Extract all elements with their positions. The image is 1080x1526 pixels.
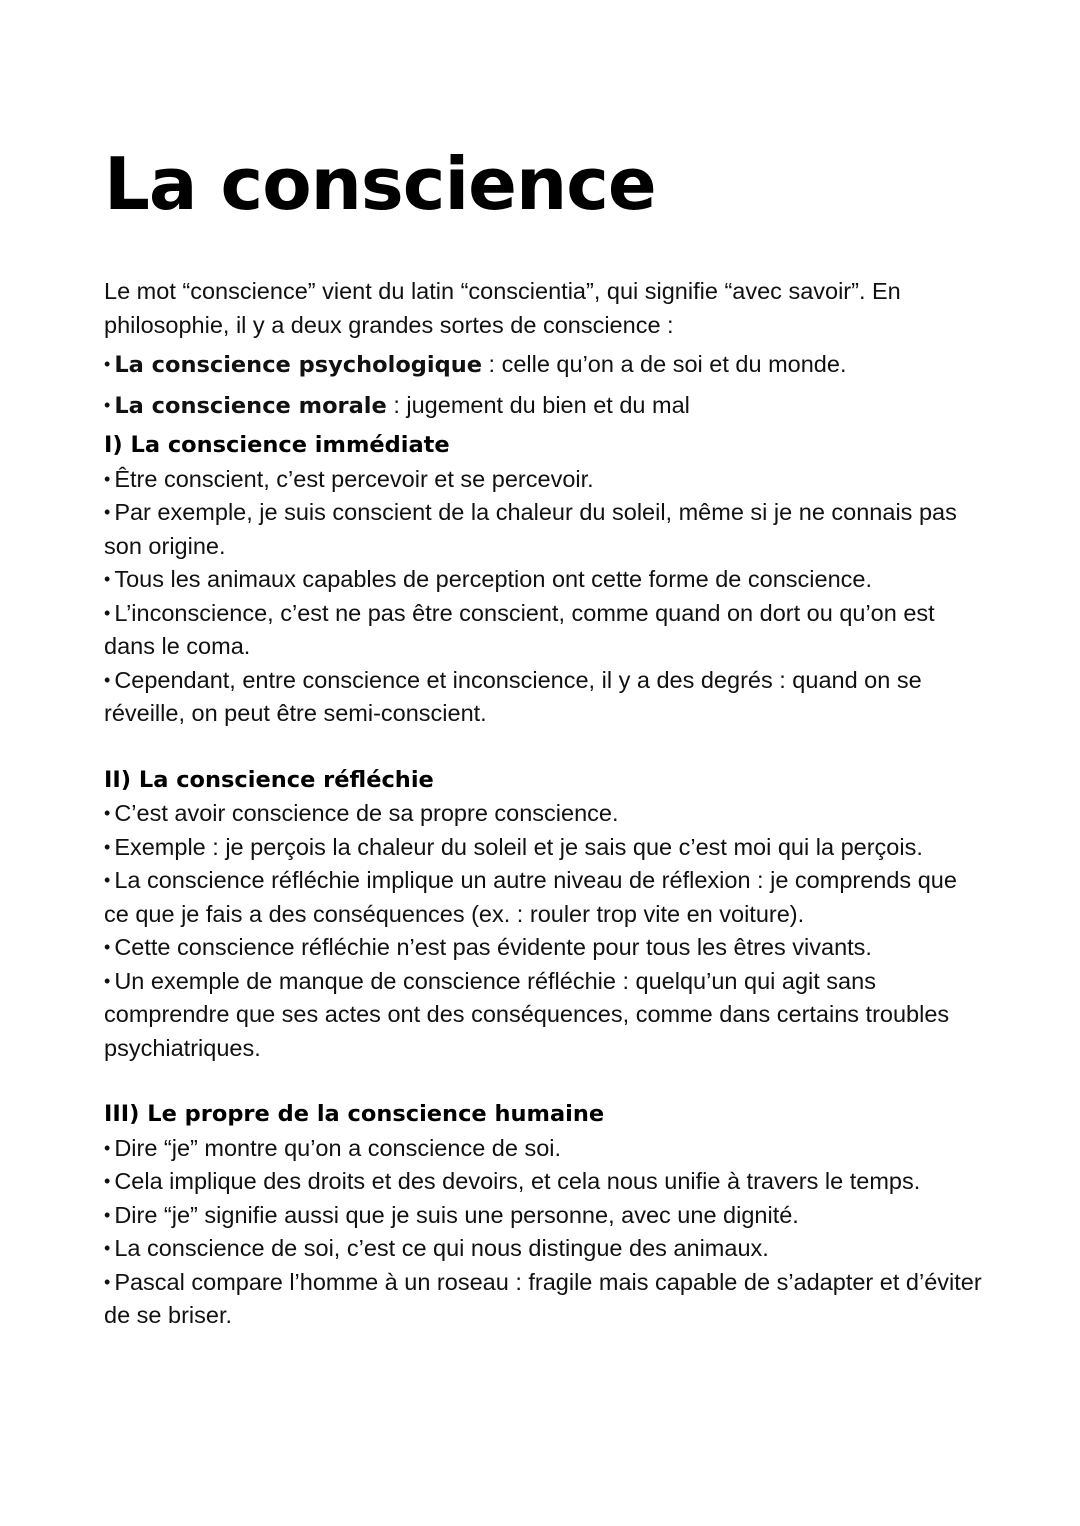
list-item: [104, 563, 984, 597]
document-page: [104, 140, 984, 1333]
list-item-text: Pascal compare l’homme à un roseau : fragile mais capable de s’adapter et d’éviter de se briser.: [104, 1268, 982, 1328]
bullet-icon: •: [104, 836, 111, 857]
bullet-icon: •: [104, 602, 111, 623]
list-item-text: Dire “je” signifie aussi que je suis une personne, avec une dignité.: [114, 1201, 799, 1228]
bullet-icon: •: [104, 394, 111, 415]
list-item: [104, 797, 984, 831]
list-item: [104, 864, 984, 931]
page-title: La conscience: [104, 142, 656, 226]
bullet-icon: •: [104, 870, 111, 890]
list-item-text: Tous les animaux capables de perception ont cette forme de conscience.: [114, 566, 872, 592]
list-item: [104, 831, 984, 865]
list-item-text: Dire “je” montre qu’on a conscience de soi.: [114, 1134, 562, 1161]
list-item-text: Cette conscience réfléchie n’est pas évidente pour tous les êtres vivants.: [114, 934, 872, 960]
list-item: [104, 931, 984, 965]
list-item-text: La conscience réfléchie implique un autre niveau de réflexion : je comprends que ce que je fais a des conséquences (ex. : rouler trop vite en voiture).: [104, 867, 957, 927]
bullet-icon: •: [104, 1271, 111, 1292]
list-item: [104, 463, 984, 497]
list-item: [104, 1232, 984, 1266]
list-item: [104, 597, 984, 664]
section-heading-3: III) Le propre de la conscience humaine: [104, 1101, 605, 1127]
list-item: [104, 965, 984, 1066]
list-item-text: Exemple : je perçois la chaleur du soleil et je sais que c’est moi qui la perçois.: [114, 833, 923, 860]
list-item: [104, 664, 984, 731]
list-item: [104, 1199, 984, 1233]
bullet-icon: •: [104, 1137, 111, 1158]
list-item-text: C’est avoir conscience de sa propre conscience.: [114, 800, 619, 826]
section-heading-2: II) La conscience réfléchie: [104, 766, 434, 793]
kind-term: La conscience morale: [114, 392, 387, 419]
list-item: [104, 1165, 984, 1199]
kind-term: La conscience psychologique: [114, 352, 482, 378]
list-item-text: Un exemple de manque de conscience réfléchie : quelqu’un qui agit sans comprendre que ses actes ont des conséquences, comme dans certains troubles psychiatriques.: [104, 967, 950, 1061]
bullet-icon: •: [104, 1238, 111, 1258]
bullet-icon: •: [104, 468, 111, 489]
list-item-text: Cela implique des droits et des devoirs, et cela nous unifie à travers le temps.: [114, 1168, 921, 1194]
bullet-icon: •: [104, 1204, 111, 1225]
kind-desc: : celle qu’on a de soi et du monde.: [481, 351, 847, 377]
bullet-icon: •: [104, 669, 111, 690]
kind-item-psychological: [104, 348, 984, 383]
bullet-icon: •: [104, 569, 111, 589]
list-item-text: La conscience de soi, c’est ce qui nous distingue des animaux.: [114, 1235, 769, 1261]
list-item-text: Être conscient, c’est percevoir et se percevoir.: [114, 465, 594, 492]
list-item: [104, 1266, 984, 1333]
kind-item-moral: [104, 389, 984, 424]
section-heading-1: I) La conscience immédiate: [104, 432, 450, 458]
bullet-icon: •: [104, 970, 111, 991]
list-item-text: Cependant, entre conscience et inconscience, il y a des degrés : quand on se réveille, on peut être semi-conscient.: [104, 666, 922, 726]
list-item: [104, 1132, 984, 1166]
bullet-icon: •: [104, 354, 111, 374]
bullet-icon: •: [104, 937, 111, 957]
list-item-text: L’inconscience, c’est ne pas être conscient, comme quand on dort ou qu’on est dans le coma.: [104, 599, 935, 659]
intro-paragraph: Le mot “conscience” vient du latin “conscientia”, qui signifie “avec savoir”. En philosophie, il y a deux grandes sortes de conscience :: [104, 278, 901, 338]
bullet-icon: •: [104, 803, 111, 823]
list-item-text: Par exemple, je suis conscient de la chaleur du soleil, même si je ne connais pas son origine.: [104, 499, 957, 559]
bullet-icon: •: [104, 502, 111, 522]
kind-desc: : jugement du bien et du mal: [386, 391, 690, 418]
bullet-icon: •: [104, 1171, 111, 1191]
list-item: [104, 496, 984, 563]
